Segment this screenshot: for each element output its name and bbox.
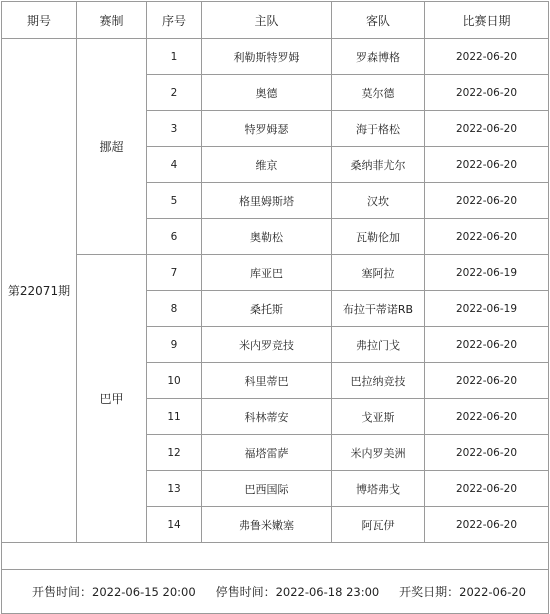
home-team: 科里蒂巴: [202, 363, 332, 399]
sale-start: [32, 583, 196, 600]
home-team: 弗鲁米嫩塞: [202, 507, 332, 543]
away-team: 弗拉门戈: [332, 327, 425, 363]
league-name: 巴甲: [77, 255, 147, 543]
sale-stop: [216, 583, 380, 600]
footer-cell: [2, 570, 549, 614]
away-team: 戈亚斯: [332, 399, 425, 435]
home-team: 格里姆斯塔: [202, 183, 332, 219]
home-team: 巴西国际: [202, 471, 332, 507]
match-number: 2: [147, 75, 202, 111]
sale-start-label: 开售时间：: [32, 585, 93, 599]
header-home: 主队: [202, 2, 332, 39]
spacer-cell: [2, 543, 549, 570]
sale-start-value: 2022-06-15 20:00: [92, 585, 196, 599]
match-date: 2022-06-20: [425, 219, 549, 255]
match-number: 7: [147, 255, 202, 291]
issue-number: 第22071期: [2, 39, 77, 543]
match-date: 2022-06-20: [425, 327, 549, 363]
footer-row: [2, 570, 549, 614]
away-team: 博塔弗戈: [332, 471, 425, 507]
home-team: 桑托斯: [202, 291, 332, 327]
league-name: 挪超: [77, 39, 147, 255]
match-number: 9: [147, 327, 202, 363]
header-away: 客队: [332, 2, 425, 39]
home-team: 库亚巴: [202, 255, 332, 291]
match-number: 8: [147, 291, 202, 327]
match-number: 10: [147, 363, 202, 399]
spacer-row: [2, 543, 549, 570]
match-date: 2022-06-19: [425, 291, 549, 327]
away-team: 塞阿拉: [332, 255, 425, 291]
match-number: 3: [147, 111, 202, 147]
draw-date-value: 2022-06-20: [459, 585, 526, 599]
match-number: 5: [147, 183, 202, 219]
header-row: [2, 2, 549, 39]
header-issue: 期号: [2, 2, 77, 39]
match-row: [2, 39, 549, 75]
away-team: 罗森博格: [332, 39, 425, 75]
match-number: 12: [147, 435, 202, 471]
away-team: 瓦勒伦加: [332, 219, 425, 255]
away-team: 汉坎: [332, 183, 425, 219]
sale-stop-label: 停售时间：: [215, 585, 276, 599]
match-date: 2022-06-20: [425, 399, 549, 435]
away-team: 桑纳菲尤尔: [332, 147, 425, 183]
home-team: 特罗姆瑟: [202, 111, 332, 147]
match-date: 2022-06-20: [425, 111, 549, 147]
match-number: 6: [147, 219, 202, 255]
header-date: 比赛日期: [425, 2, 549, 39]
draw-date: [399, 583, 526, 600]
sale-info: [2, 583, 548, 600]
away-team: 布拉干蒂诺RB: [332, 291, 425, 327]
match-schedule-table: [1, 1, 549, 614]
sale-stop-value: 2022-06-18 23:00: [275, 585, 380, 599]
home-team: 奥德: [202, 75, 332, 111]
home-team: 福塔雷萨: [202, 435, 332, 471]
match-date: 2022-06-19: [425, 255, 549, 291]
home-team: 科林蒂安: [202, 399, 332, 435]
match-date: 2022-06-20: [425, 435, 549, 471]
away-team: 米内罗美洲: [332, 435, 425, 471]
match-date: 2022-06-20: [425, 75, 549, 111]
match-date: 2022-06-20: [425, 39, 549, 75]
match-number: 11: [147, 399, 202, 435]
match-number: 14: [147, 507, 202, 543]
away-team: 莫尔德: [332, 75, 425, 111]
draw-date-label: 开奖日期：: [399, 585, 460, 599]
home-team: 奥勒松: [202, 219, 332, 255]
match-number: 1: [147, 39, 202, 75]
match-date: 2022-06-20: [425, 363, 549, 399]
match-date: 2022-06-20: [425, 147, 549, 183]
match-date: 2022-06-20: [425, 183, 549, 219]
away-team: 阿瓦伊: [332, 507, 425, 543]
header-seq: 序号: [147, 2, 202, 39]
home-team: 维京: [202, 147, 332, 183]
match-date: 2022-06-20: [425, 471, 549, 507]
home-team: 利勒斯特罗姆: [202, 39, 332, 75]
away-team: 海于格松: [332, 111, 425, 147]
match-number: 4: [147, 147, 202, 183]
match-row: [2, 255, 549, 291]
header-league: 赛制: [77, 2, 147, 39]
away-team: 巴拉纳竞技: [332, 363, 425, 399]
match-number: 13: [147, 471, 202, 507]
match-date: 2022-06-20: [425, 507, 549, 543]
home-team: 米内罗竞技: [202, 327, 332, 363]
